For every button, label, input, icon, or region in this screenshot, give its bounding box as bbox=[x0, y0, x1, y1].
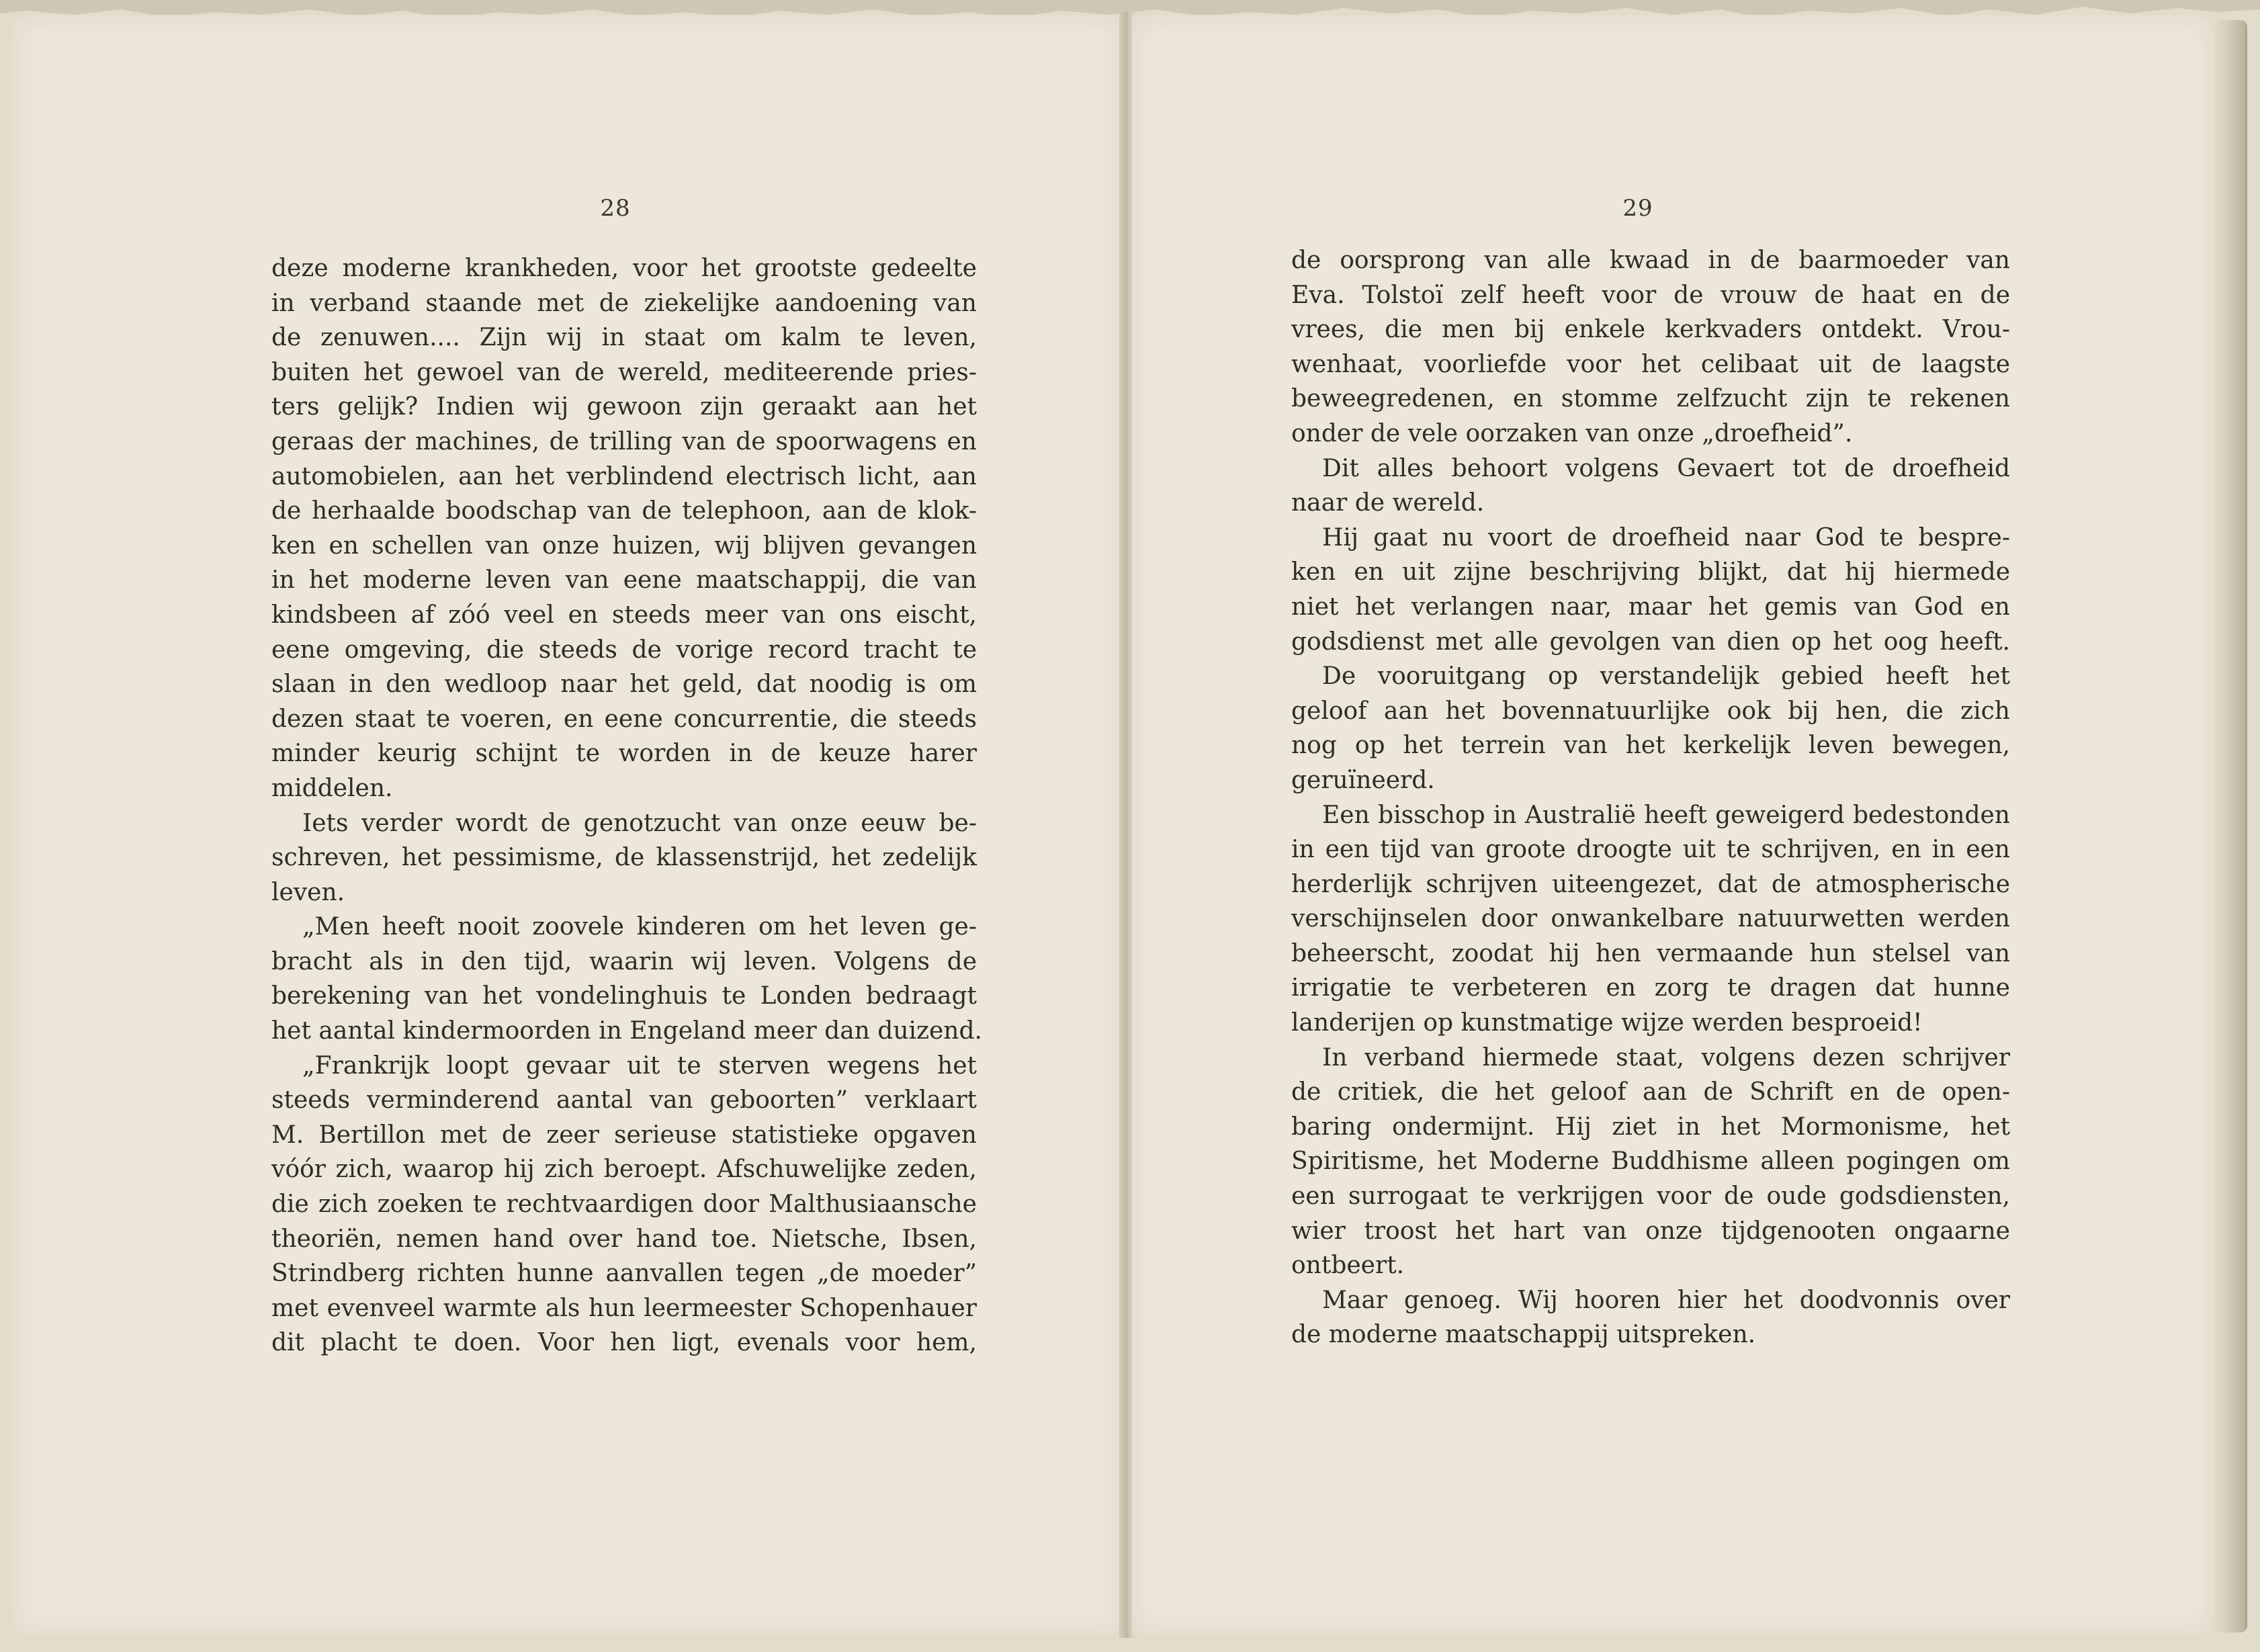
text-line: in een tijd van groote droogte uit te schrijven, en in een bbox=[1291, 836, 2010, 864]
text-line: de oorsprong van alle kwaad in de baarmoeder van bbox=[1291, 247, 2010, 274]
text-line: dit placht te doen. Voor hen ligt, evenals voor hem, bbox=[271, 1329, 977, 1357]
text-line: nog op het terrein van het kerkelijk leven bewegen, bbox=[1291, 732, 2010, 760]
text-line: de herhaalde boodschap van de telephoon, aan de klok- bbox=[271, 497, 977, 525]
text-line: slaan in den wedloop naar het geld, dat noodig is om bbox=[271, 670, 977, 699]
text-line: theoriën, nemen hand over hand toe. Nietsche, Ibsen, bbox=[271, 1225, 977, 1253]
text-line: Eva. Tolstoï zelf heeft voor de vrouw de haat en de bbox=[1291, 281, 2010, 309]
text-line: steeds verminderend aantal van geboorten” verklaart bbox=[271, 1086, 977, 1115]
text-line: ken en uit zijne beschrijving blijkt, dat hij hiermede bbox=[1291, 558, 2010, 586]
page-number-left: 28 bbox=[600, 195, 631, 222]
text-line: wenhaat, voorliefde voor het celibaat uit de laagste bbox=[1291, 350, 2010, 378]
text-line: buiten het gewoel van de wereld, mediteerende pries- bbox=[271, 358, 977, 386]
text-line: in verband staande met de ziekelijke aandoening van bbox=[271, 289, 977, 317]
text-line: „Frankrijk loopt gevaar uit te sterven wegens het bbox=[302, 1051, 977, 1080]
text-line: De vooruitgang op verstandelijk gebied heeft het bbox=[1322, 662, 2010, 691]
text-line: wier troost het hart van onze tijdgenooten ongaarne bbox=[1291, 1217, 2010, 1245]
text-line: landerijen op kunstmatige wijze werden besproeid! bbox=[1291, 1009, 1923, 1037]
text-line: middelen. bbox=[271, 774, 393, 802]
left-page-body-text bbox=[271, 251, 982, 1360]
text-line: Maar genoeg. Wij hooren hier het doodvonnis over bbox=[1322, 1286, 2010, 1314]
text-line: Hij gaat nu voort de droefheid naar God te bespre- bbox=[1322, 523, 2010, 552]
text-line: verschijnselen door onwankelbare natuurwetten werden bbox=[1291, 905, 2010, 933]
text-line: baring ondermijnt. Hij ziet in het Mormonisme, het bbox=[1291, 1113, 2010, 1141]
text-line: die zich zoeken te rechtvaardigen door Malthusiaansche bbox=[271, 1190, 977, 1219]
text-line: ken en schellen van onze huizen, wij blijven gevangen bbox=[271, 531, 977, 560]
text-line: de moderne maatschappij uitspreken. bbox=[1291, 1321, 1756, 1349]
text-line: de critiek, die het geloof aan de Schrift en de open- bbox=[1291, 1078, 2010, 1106]
text-line: onder de vele oorzaken van onze „droefheid”. bbox=[1291, 419, 1853, 447]
text-line: kindsbeen af zóó veel en steeds meer van ons eischt, bbox=[271, 601, 977, 629]
text-line: minder keurig schijnt te worden in de keuze harer bbox=[271, 740, 977, 768]
text-line: het aantal kindermoorden in Engeland meer dan duizend. bbox=[271, 1017, 982, 1045]
text-line: geraas der machines, de trilling van de spoorwagens en bbox=[271, 427, 977, 455]
text-line: Een bisschop in Australië heeft geweigerd bedestonden bbox=[1322, 801, 2010, 829]
text-line: irrigatie te verbeteren en zorg te dragen dat hunne bbox=[1291, 974, 2010, 1002]
text-line: „Men heeft nooit zoovele kinderen om het leven ge- bbox=[302, 913, 977, 941]
text-line: bracht als in den tijd, waarin wij leven. Volgens de bbox=[271, 947, 977, 975]
text-line: met evenveel warmte als hun leermeester Schopenhauer bbox=[271, 1294, 977, 1322]
text-line: geloof aan het bovennatuurlijke ook bij hen, die zich bbox=[1291, 697, 2010, 725]
text-line: schreven, het pessimisme, de klassenstrijd, het zedelijk bbox=[271, 844, 977, 872]
text-line: de zenuwen.... Zijn wij in staat om kalm te leven, bbox=[271, 324, 977, 352]
text-line: Strindberg richten hunne aanvallen tegen „de moeder” bbox=[271, 1260, 977, 1288]
text-line: In verband hiermede staat, volgens dezen schrijver bbox=[1322, 1043, 2010, 1072]
text-line: vóór zich, waarop hij zich beroept. Afschuwelijke zeden, bbox=[271, 1156, 977, 1184]
text-line: godsdienst met alle gevolgen van dien op het oog heeft. bbox=[1291, 627, 2010, 656]
text-line: ontbeert. bbox=[1291, 1252, 1405, 1280]
text-line: naar de wereld. bbox=[1291, 489, 1485, 517]
right-page-body-text bbox=[1291, 243, 2010, 1352]
text-line: eene omgeving, die steeds de vorige record tracht te bbox=[271, 636, 977, 664]
text-line: M. Bertillon met de zeer serieuse statistieke opgaven bbox=[271, 1121, 977, 1149]
text-line: geruïneerd. bbox=[1291, 766, 1435, 794]
text-line: ters gelijk? Indien wij gewoon zijn geraakt aan het bbox=[271, 393, 977, 421]
text-line: vrees, die men bij enkele kerkvaders ontdekt. Vrou- bbox=[1291, 316, 2010, 344]
text-line: automobielen, aan het verblindend electrisch licht, aan bbox=[271, 462, 977, 490]
text-line: in het moderne leven van eene maatschappij, die van bbox=[271, 566, 977, 595]
text-line: berekening van het vondelinghuis te Londen bedraagt bbox=[271, 982, 977, 1010]
text-line: Spiritisme, het Moderne Buddhisme alleen pogingen om bbox=[1291, 1147, 2010, 1176]
page-stack-edge bbox=[2214, 20, 2247, 1633]
text-line: deze moderne krankheden, voor het grootste gedeelte bbox=[271, 255, 977, 282]
text-line: niet het verlangen naar, maar het gemis van God en bbox=[1291, 593, 2010, 621]
text-line: Iets verder wordt de genotzucht van onze eeuw be- bbox=[302, 809, 977, 837]
text-line: beheerscht, zoodat hij hen vermaande hun stelsel van bbox=[1291, 939, 2010, 967]
text-line: herderlijk schrijven uiteengezet, dat de atmospherische bbox=[1291, 870, 2010, 898]
text-line: Dit alles behoort volgens Gevaert tot de droefheid bbox=[1322, 454, 2010, 482]
text-line: beweegredenen, en stomme zelfzucht zijn te rekenen bbox=[1291, 385, 2010, 413]
text-line: leven. bbox=[271, 878, 345, 906]
page-number-right: 29 bbox=[1622, 195, 1653, 222]
text-line: een surrogaat te verkrijgen voor de oude godsdiensten, bbox=[1291, 1182, 2010, 1211]
text-line: dezen staat te voeren, en eene concurrentie, die steeds bbox=[271, 705, 977, 733]
